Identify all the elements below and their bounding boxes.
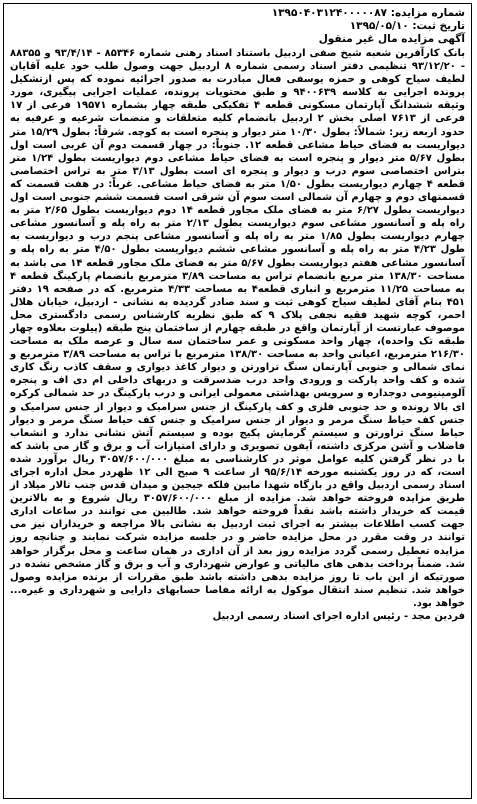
notice-body — [10, 47, 465, 623]
auction-number: شماره مزایده: ۱۳۹۵۰۴۰۳۱۲۴۰۰۰۰۰۸۷ — [271, 7, 465, 19]
auction-notice — [3, 3, 472, 799]
notice-title: آگهی مزایده مال غیر منقول — [318, 33, 465, 45]
registration-date: تاریخ ثبت: ۱۳۹۵/۰۵/۱۰ — [349, 20, 465, 32]
notice-signature: فردین مجد - رئیس اداره اجرای اسناد رسمی اردبیل — [212, 611, 465, 623]
notice-body-text: بانک کارآفرین شعبه شیخ صفی اردبیل باستناد اسناد رهنی شماره ۸۵۳۴۶ - ۹۳/۴/۱۴ و ۸۸۳۵۵ - ۹۳/۱۲/۲۰ تنظیمی دفتر اسناد رسمی شماره ۸ اردبیل جهت وصول طلب خود علیه آقایان لطیف سیاح کوهی و حمزه یوسفی فعال مبادرت به صدور اجرائیه نموده که پس ازتشکیل پرونده اجرایی به کلاسه ۹۴۰۰۶۳۹ و طبق محتویات پرونده، عملیات اجرایی پیگیری، مورد وثیقه ششدانگ آپارتمان مسکونی قطعه ۴ تفکیکی طبقه چهار بشماره ۱۹۵۷۱ فرعی از ۱۷ فرعی از ۷۶۱۳ اصلی بخش ۲ اردبیل بانضمام کلیه متعلقات و منضمات شرعیه و عرفیه به حدود اربعه زیر: شمالاً: بطول ۱۰/۳۰ متر دیوار و پنجره است به کوچه. شرقاً: بطول ۱۵/۲۹ متر دیواریست به فضای حیاط مشاعی قطعه ۱۲. جنوباً: در چهار قسمت دوم آن غربی است اول بطول ۵/۶۷ متر دیوار و پنجره است به فضای حیاط مشاعی دوم دیواریست بطول ۱/۲۴ متر بتراس اختصاصی سوم درب و دیوار و پنجره ای است بطول ۳/۱۳ متر به تراس اختصاصی قطعه ۴ چهارم دیواریست بطول ۱/۵۰ متر به فضای حیاط مشاعی. غرباً: در هفت قسمت که قسمتهای دوم و چهارم آن شمالی است سوم آن شرقی است قسمت ششم جنوبی است اول دیواریست بطول ۶/۲۷ متر به فضای ملک مجاور قطعه ۱۴ دوم دیواریست بطول ۲/۶۵ متر به راه پله و آسانسور مشاعی سوم دیواریست بطول ۲/۱۳ متر به راه پله و آسانسور مشاعی چهارم دیواریست بطول ۱/۸۵ متر به راه پله و آسانسور مشاعی پنجم درب و دیواریست به طول ۴/۲۳ متر به راه پله و آسانسور مشاعی ششم دیواریست بطول ۴/۵۰ متر به راه پله و آسانسور مشاعی هفتم دیواریست بطول ۵/۶۷ متر به فضای ملک مجاور قطعه ۱۴ می باشد به مساحت ۱۳۸/۳۰ متر مربع بانضمام تراس به مساحت ۳/۸۹ مترمربع بانضمام پارکینگ قطعه ۴ به مساحت ۱۱/۲۵ مترمربع و انباری قطعه۴ به مساحت ۴/۳۳ مترمربع. که در صفحه ۱۹ دفتر ۴۵۱ بنام آقای لطیف سیاح کوهی ثبت و سند صادر گردیده به نشانی - اردبیل، خیابان هلال احمر، کوچه شهید فقیه نجفی پلاک ۹ که طبق نظریه کارشناس رسمی دادگستری محل موصوف عبارتست از آپارتمان واقع در طبقه چهارم از ساختمان پنج طبقه (پیلوت بعلاوه چهار طبقه تک واحده)، چهار واحد مسکونی و عمر ساختمان سه سال و عرصه ملک به مساحت ۲۱۶/۳۰ مترمربع، اعیانی واحد به مساحت ۱۳۸/۳۰ مترمربع با تراس به مساحت ۳/۸۹ مترمربع و نمای شمالی و جنوبی آپارتمان سنگ تراورتن و دیوار کاغذ دیواری و سقف کاذب رنگ کاری شده و کف واحد پارکت و ورودی واحد درب ضدسرقت و دربهای داخلی ام دی اف و پنجره آلومینیومی دوجداره و سرویس بهداشتی معمولی ایرانی و درب پارکینگ در حد شمالی کرکره ای بالا رونده و حد جنوبی فلزی و کف پارکینگ از جنس سرامیک و دیوار از جنس سرامیک و جنس کف حیاط سنگ مرمر و دیوار از جنس سرامیک و جنس کف حیاط سنگ مرمر و دیوار حیاط سنگ تراورتن و سیستم گرمایش پکیج بوده و سیستم آتش نشانی ندارد و انشعاب فاضلاب و آشن مرکزی داشته، آیفون تصویری و دارای امتیازات آب و برق و گاز می باشد که با در نظر گرفتن کلیه عوامل موثر در کارشناسی به مبلغ ۳۰۵۷/۶۰۰/۰۰۰ ریال برآورد شده است، که در روز یکشنبه مورخه ۹۵/۶/۱۴ از ساعت ۹ صبح الی ۱۲ ظهردر محل اداره اجرای اسناد رسمی اردبیل واقع در بازگاه شهدا مابین فلکه جیجین و میدان قدس جنب تالار میلاد از طریق مزایده فروخته خواهد شد. مزایده از مبلغ ۳۰۵۷/۶۰۰/۰۰۰ ریال شروع و به بالاترین قیمت که خریدار داشته باشد نقداً فروخته خواهد شد. طالبین می توانند در ساعات اداری جهت کسب اطلاعات بیشتر به اجرای ثبت اردبیل به نشانی بالا مراجعه و خریداران نیز می توانند در وقت مقرر در محل مزایده حاضر و در جلسه مزایده شرکت نمایند و چنانچه روز مزایده تعطیل رسمی گردد مزایده روز بعد از آن اداری در همان ساعت و محل برگزار خواهد شد. ضمناً پرداخت بدهی های مالیاتی و عوارض شهرداری و آب و برق و گاز مشخص نشده در صورتیکه از این باب تا روز مزایده بدهی داشته باشد طبق مقررات از برنده مزایده وصول خواهد شد. تنظیم سند انتقال موکول به ارائه مفاصا حسابهای دارایی و شهرداری و غیره... خواهد بود. — [10, 48, 466, 609]
